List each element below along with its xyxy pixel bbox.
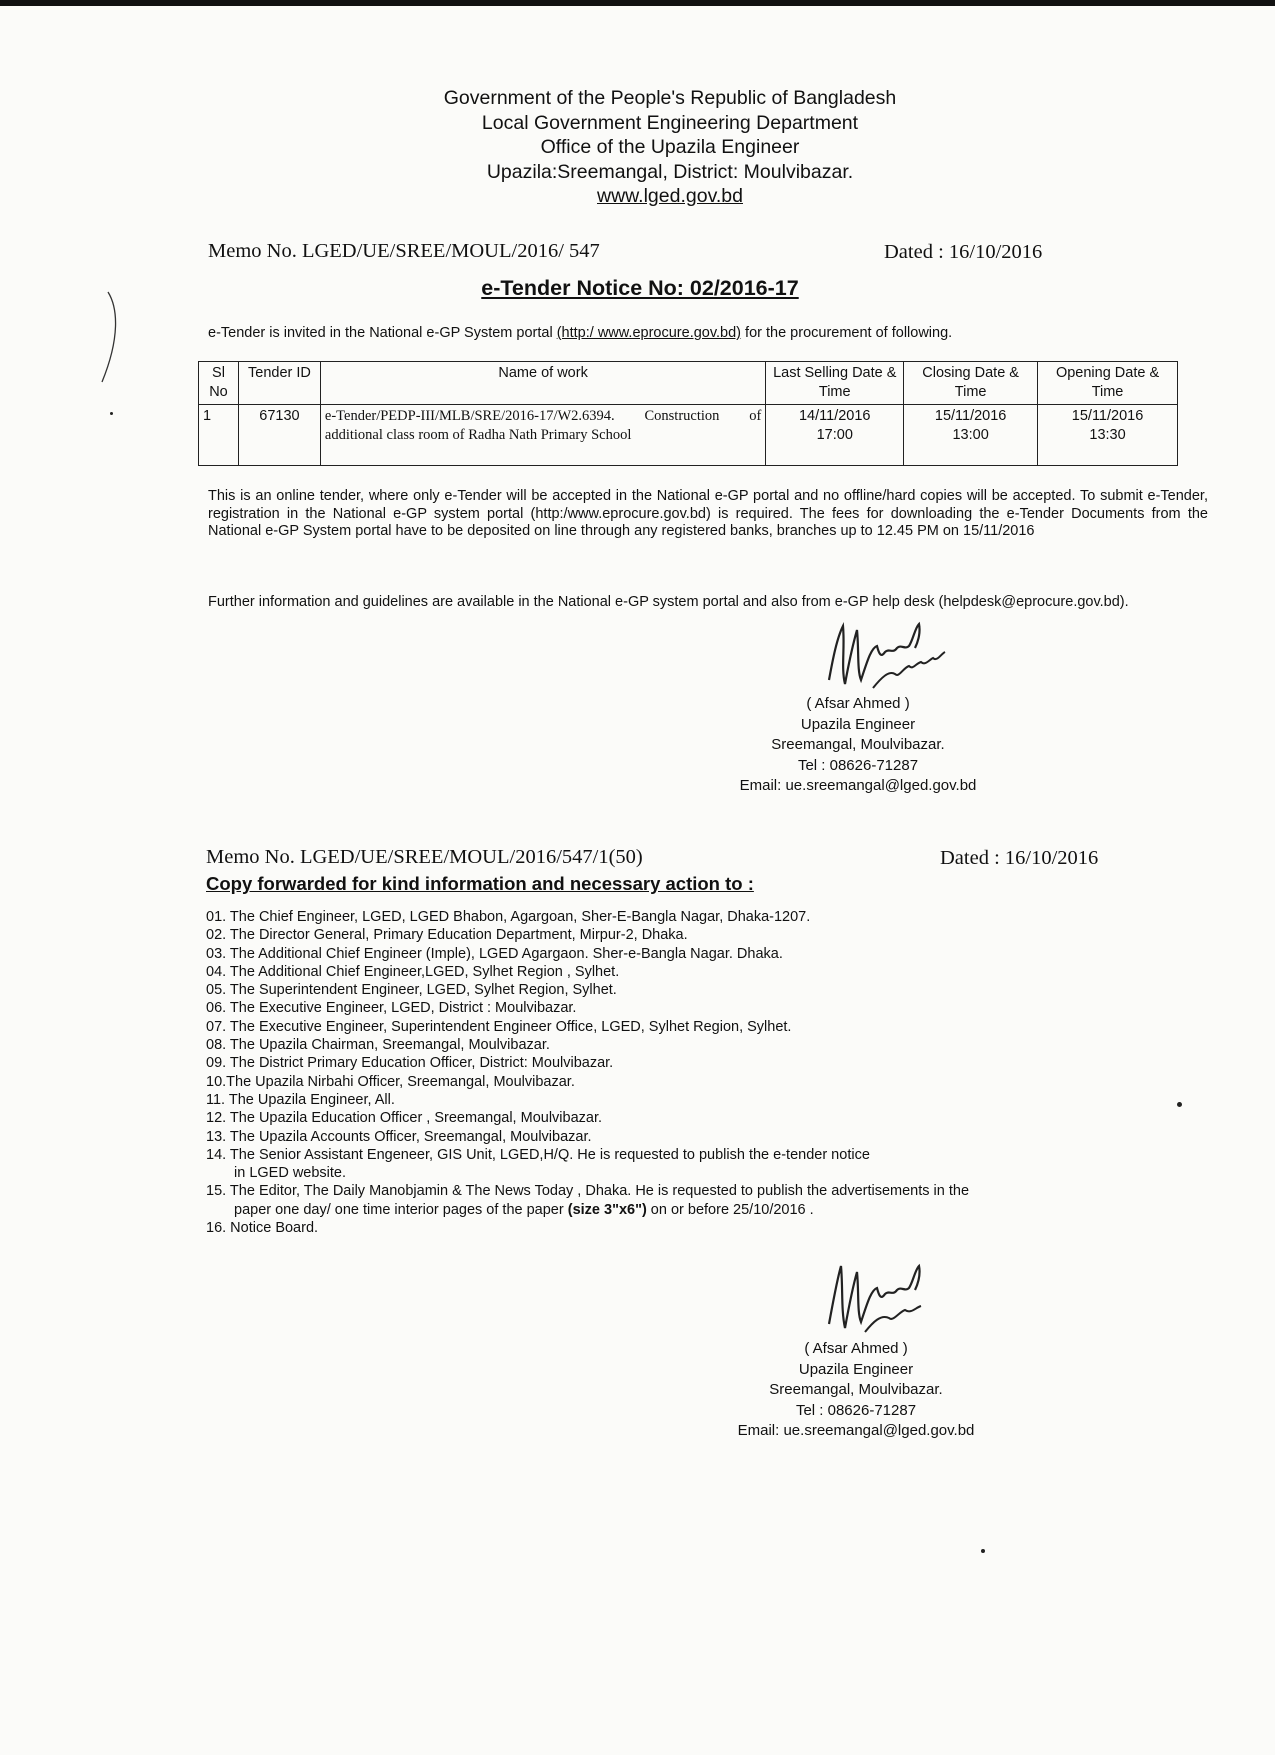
- scan-speck: [1177, 1102, 1182, 1107]
- table-header-row: [199, 362, 1178, 405]
- item-15-text-after: on or before 25/10/2016 .: [646, 1201, 814, 1218]
- letterhead-line-office: Office of the Upazila Engineer: [540, 136, 800, 158]
- item-15-size-bold: (size 3"x6"): [567, 1201, 647, 1218]
- list-item-15-continuation: [206, 1201, 1206, 1219]
- header-closing: Closing Date & Time: [904, 362, 1038, 405]
- margin-pencil-mark: [88, 288, 128, 388]
- notice-title: e-Tender Notice No: 02/2016-17: [481, 276, 799, 300]
- signatory-designation: Upazila Engineer: [798, 1360, 914, 1378]
- signature-2-image: [815, 1258, 955, 1338]
- copy-forwarded-heading: Copy forwarded for kind information and necessary action to :: [206, 873, 754, 894]
- list-item: 02. The Director General, Primary Education Department, Mirpur-2, Dhaka.: [206, 927, 688, 944]
- handwritten-signature-icon: [815, 618, 965, 694]
- letterhead-line-location: Upazila:Sreemangal, District: Moulvibazar.: [486, 160, 854, 183]
- list-item: 08. The Upazila Chairman, Sreemangal, Moulvibazar.: [206, 1037, 550, 1054]
- list-item-14-continuation: in LGED website.: [234, 1165, 347, 1182]
- tender-table: [198, 361, 1178, 466]
- closing-date: 15/11/2016: [934, 408, 1007, 424]
- header-sl: Sl No: [199, 362, 239, 405]
- letterhead: [330, 86, 1010, 209]
- list-item: 09. The District Primary Education Officer, District: Moulvibazar.: [206, 1055, 614, 1072]
- signature-1-block: [698, 694, 1018, 797]
- table-row: [199, 405, 1178, 466]
- cell-tender-id: 67130: [238, 405, 320, 466]
- memo-number: Memo No. LGED/UE/SREE/MOUL/2016/ 547: [208, 240, 600, 262]
- list-item: 03. The Additional Chief Engineer (Imple), LGED Agargaon. Sher-e-Bangla Nagar. Dhaka.: [206, 945, 783, 962]
- copy-list: [206, 908, 1206, 1237]
- signatory-name: ( Afsar Ahmed ): [804, 1340, 908, 1357]
- signature-1-image: [815, 618, 965, 694]
- list-item: 11. The Upazila Engineer, All.: [206, 1091, 395, 1108]
- intro-text-before: e-Tender is invited in the National e-GP System portal: [208, 325, 557, 341]
- online-tender-paragraph: This is an online tender, where only e-Tender will be accepted in the National e-GP portal and no offline/hard copies will be accepted. To submit e-Tender, registration in the National e-GP system portal (http:/www.eprocure.gov.bd) is required. The fees for downloading the e-Tender Documents from the National e-GP System portal have to be deposited on line through any registered banks, branches up to 12.45 PM on 15/11/2016: [208, 488, 1208, 539]
- list-item-16: 16. Notice Board.: [206, 1220, 319, 1237]
- last-selling-time: 17:00: [816, 427, 853, 443]
- handwritten-signature-icon: [815, 1258, 955, 1338]
- list-item: 06. The Executive Engineer, LGED, District : Moulvibazar.: [206, 1000, 577, 1017]
- signatory-tel: Tel : 08626-71287: [797, 756, 919, 774]
- cell-sl: 1: [199, 405, 239, 466]
- list-item: 10.The Upazila Nirbahi Officer, Sreemangal, Moulvibazar.: [206, 1073, 575, 1090]
- header-name-of-work: Name of work: [320, 362, 765, 405]
- signatory-email: Email: ue.sreemangal@lged.gov.bd: [737, 1422, 975, 1439]
- letterhead-website-link[interactable]: www.lged.gov.bd: [597, 185, 743, 207]
- memo-number-2: Memo No. LGED/UE/SREE/MOUL/2016/547/1(50): [206, 846, 643, 868]
- cell-last-selling: [766, 405, 904, 466]
- signatory-tel: Tel : 08626-71287: [795, 1401, 917, 1419]
- list-item-14: 14. The Senior Assistant Engeneer, GIS Unit, LGED,H/Q. He is requested to publish the e-tender notice: [206, 1146, 870, 1163]
- signatory-location: Sreemangal, Moulvibazar.: [771, 736, 945, 753]
- memo-date-2: Dated : 16/10/2016: [940, 847, 1099, 869]
- intro-sentence: [208, 325, 952, 341]
- header-last-selling: Last Selling Date & Time: [766, 362, 904, 405]
- signatory-name: ( Afsar Ahmed ): [806, 695, 910, 712]
- signatory-location: Sreemangal, Moulvibazar.: [769, 1381, 943, 1398]
- further-info-paragraph: Further information and guidelines are available in the National e-GP system portal and also from e-GP help desk (helpdesk@eprocure.gov.bd).: [208, 594, 1129, 610]
- opening-date: 15/11/2016: [1071, 408, 1144, 424]
- list-item: 01. The Chief Engineer, LGED, LGED Bhabon, Agargoan, Sher-E-Bangla Nagar, Dhaka-1207.: [206, 909, 811, 925]
- list-item: 04. The Additional Chief Engineer,LGED, Sylhet Region , Sylhet.: [206, 963, 620, 980]
- last-selling-date: 14/11/2016: [798, 408, 871, 424]
- scan-speck: [110, 412, 113, 415]
- letterhead-line-department: Local Government Engineering Department: [481, 111, 859, 134]
- intro-portal-link[interactable]: (http:/ www.eprocure.gov.bd): [556, 325, 742, 341]
- intro-text-after: for the procurement of following.: [741, 325, 953, 341]
- list-item: 12. The Upazila Education Officer , Sreemangal, Moulvibazar.: [206, 1110, 603, 1127]
- header-tender-id: Tender ID: [238, 362, 320, 405]
- list-item: 05. The Superintendent Engineer, LGED, Sylhet Region, Sylhet.: [206, 982, 617, 999]
- closing-time: 13:00: [952, 427, 989, 443]
- memo-date: Dated : 16/10/2016: [884, 241, 1043, 263]
- list-item: 13. The Upazila Accounts Officer, Sreemangal, Moulvibazar.: [206, 1128, 592, 1145]
- list-item-15: 15. The Editor, The Daily Manobjamin & The News Today , Dhaka. He is requested to publish the advertisements in the: [206, 1183, 970, 1200]
- opening-time: 13:30: [1089, 427, 1126, 443]
- cell-name-of-work: e-Tender/PEDP-III/MLB/SRE/2016-17/W2.6394. Construction of additional class room of Radha Nath Primary School: [320, 405, 765, 466]
- signatory-email: Email: ue.sreemangal@lged.gov.bd: [739, 777, 977, 794]
- scan-top-edge: [0, 0, 1275, 6]
- signatory-designation: Upazila Engineer: [800, 715, 916, 733]
- scan-speck: [981, 1549, 985, 1553]
- cell-closing: [904, 405, 1038, 466]
- list-item: 07. The Executive Engineer, Superintendent Engineer Office, LGED, Sylhet Region, Sylhet.: [206, 1018, 792, 1035]
- item-15-text-before: paper one day/ one time interior pages of the paper: [234, 1201, 568, 1218]
- letterhead-line-government: Government of the People's Republic of Bangladesh: [443, 87, 897, 109]
- header-opening: Opening Date & Time: [1038, 362, 1178, 405]
- cell-opening: [1038, 405, 1178, 466]
- signature-2-block: [696, 1339, 1016, 1442]
